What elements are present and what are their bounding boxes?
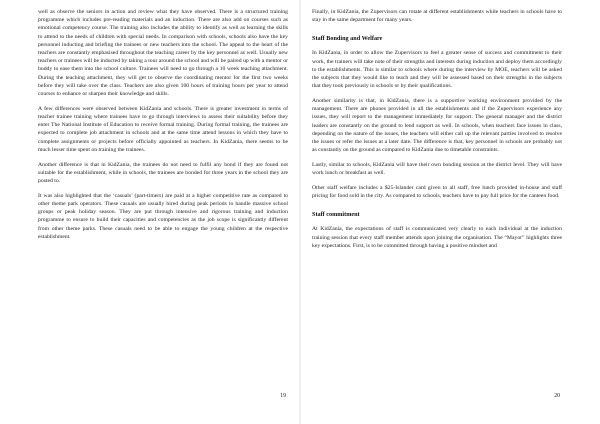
- right-page: [300, 0, 600, 424]
- right-intro-paragraph: Finally, in KidZania, the Zupervisors can rotate at different establishments while teachers in schools have to stay in the same department for many years.: [312, 9, 562, 24]
- staff-commitment-paragraph-1: At KidZania, the expectations of staff is communicated very clearly to each individual at the induction training session that every staff member attends upon joining the organisation. The “Mayor” highlights three key expectations. First, is to be committed through having a positive mindset and: [312, 226, 562, 249]
- right-page-number: 20: [554, 393, 560, 399]
- left-paragraph-1: well as observe the seniors in action and review what they have observed. There is a structured training programme which includes pre-reading materials and an induction. There are also add on courses such as emotional competency course. The training also includes the ability to identify as well as learning the skills to attend to the needs of children with special needs. In comparison with schools, schools also have the key personnel inducting and briefing the trainees or new teachers into the school. The appeal to the heart of the teachers are constantly emphasised throughout the teaching career by the key personnel as well. Usually new teachers or trainees will be inducted by taking a tour around the school and will be paired up with a mentor or buddy to ease them into the school culture. Trainees will need to go through a 10 week teaching attachment. During the teaching attachment, they will get to observe the coordinating mentor for the first two weeks before they will take over the class. Teachers are also given 100 hours of training hours per year to attend courses to enhance or sharpen their knowledge and skills.: [38, 9, 288, 98]
- left-paragraph-4: It was also highlighted that the ‘casuals’ (part-timers) are paid at a higher competitive rate as compared to other theme park operators. These casuals are usually hired during peak periods to handle massive school groups or peak holiday season. They are put through intensive and rigorous training and induction programme to ensure to build their capacities and competencies as the job scope is significantly different from other theme parks. These casuals need to be able to engage the young children at the respective establishment.: [38, 192, 288, 240]
- staff-bonding-paragraph-1: In KidZania, in order to allow the Zupervisors to feel a greater sense of success and commitment to their work, the trainers will take note of their strengths and interests during induction and deploy them accordingly to the establishments. This is similar to schools where during the interview by MOE, teachers will be asked the subjects that they would like to teach and they will be assessed based on their strengths in the subjects that they took previously in schools or by their qualifications.: [312, 50, 562, 90]
- section-heading-staff-bonding: Staff Bonding and Welfare: [312, 35, 383, 43]
- staff-bonding-paragraph-2: Another similarity is that, in KidZania, there is a supportive working environment provided by the management. There are phones provided in all the establishments and if the Zupervisors experience any issues, they will report to the management immediately for support. The general manager and the district leaders are constantly on the ground to lend support as well. In schools, when teachers face issues in class, depending on the nature of the issues, the teachers will either call up the relevant parties involved to resolve the issues or refer the issues at a later date. The difference is that, key personnel in schools are probably not as constantly on the ground as compared to KidZania due to timetable constraints.: [312, 98, 562, 154]
- left-paragraph-3: Another difference is that in KidZania, the trainees do not need to fulfil any bond if they are found not suitable for the establishment, while in schools, the trainees are bonded for three years in the school they are posted to.: [38, 161, 288, 185]
- section-heading-staff-commitment: Staff commitment: [312, 211, 360, 219]
- left-page-number: 19: [280, 393, 286, 399]
- staff-bonding-paragraph-4: Other staff welfare includes a $25-Islander card given to all staff, free lunch provided in-house and staff pricing for food sold in the city. As compared to schools, teachers have to pay full price for the canteen food.: [312, 185, 562, 200]
- left-paragraph-2: A few differences were observed between KidZania and schools. There is greater investment in terms of teacher trainee training where trainees have to go through interviews to assess their suitability before they enter The National Institute of Education to receive formal training. During formal training, the trainees are expected to complete job attachment in schools and at the same time attend lessons in which they have to complete assignments or projects before officially appointed as teachers. In KidZania, there seems to be much lesser time spent on training the trainees.: [38, 105, 288, 153]
- staff-bonding-paragraph-3: Lastly, similar to schools, KidZania will have their own bonding session at the district level. They will have work lunch or breakfast as well.: [312, 162, 562, 177]
